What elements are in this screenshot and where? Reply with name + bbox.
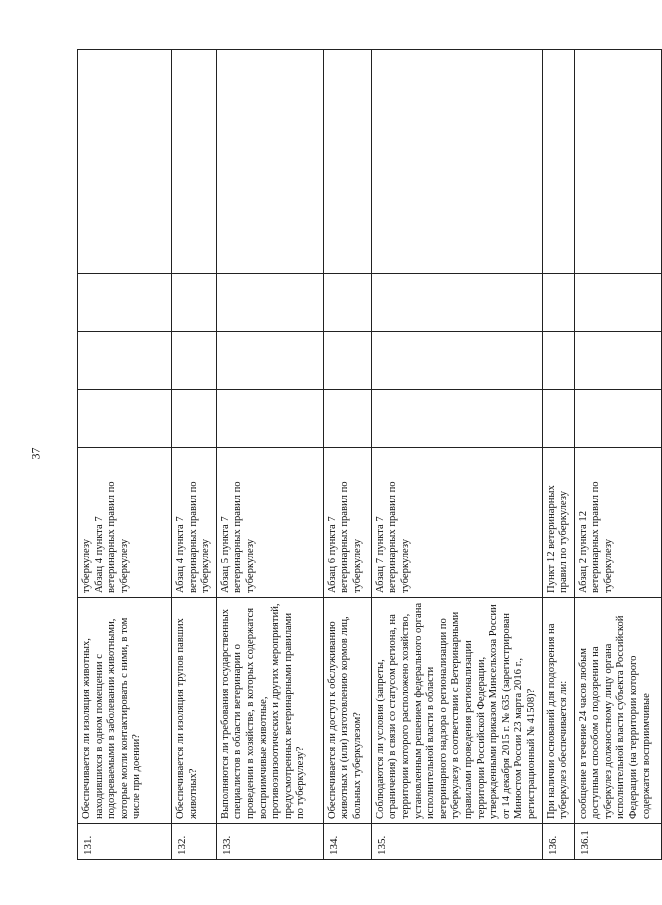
row-number: 131.	[78, 824, 172, 860]
question-cell: Обеспечивается ли доступ к обслуживанию животных и (или) изготовлению кормов лиц, больных туберкулезом?	[323, 598, 371, 824]
empty-cell	[78, 390, 172, 448]
rotated-table-container	[77, 50, 652, 860]
empty-cell	[216, 50, 323, 274]
empty-cell	[542, 332, 574, 390]
reference-cell: Абзац 4 пункта 7 ветеринарных правил по туберкулезу	[172, 448, 217, 598]
empty-cell	[371, 332, 542, 390]
empty-cell	[542, 390, 574, 448]
empty-cell	[216, 390, 323, 448]
empty-cell	[371, 50, 542, 274]
empty-cell	[542, 50, 574, 274]
empty-cell	[371, 274, 542, 332]
reference-cell: Абзац 2 пункта 12 ветеринарных правил по туберкулезу	[574, 448, 661, 598]
empty-cell	[172, 274, 217, 332]
question-cell: Обеспечивается ли изоляция животных, находившихся в одном помещении с подозреваемыми в заболевании животными, которые могли контактировать с ними, в том числе при доении?	[78, 598, 172, 824]
empty-cell	[574, 274, 661, 332]
row-number: 135.	[371, 824, 542, 860]
table-row	[323, 50, 371, 860]
reference-continuation: туберкулезу	[81, 538, 92, 593]
table-row	[172, 50, 217, 860]
empty-cell	[172, 390, 217, 448]
question-cell: Соблюдаются ли условия (запреты, ограничения) в связи со статусом региона, на территории которого расположено хозяйство, установленным решением федерального органа исполнительной власти в области ветеринарного надзора о регионализации по туберкулезу в соответствии с Ветеринарными правилами проведения регионализации территории Российской Федерации, утвержденными приказом Минсельхоза России от 14 декабря 2015 г. № 635 (зарегистрирован Минюстом России 23 марта 2016 г., регистрационный № 41508)?	[371, 598, 542, 824]
empty-cell	[323, 274, 371, 332]
row-number: 133.	[216, 824, 323, 860]
question-cell: Обеспечивается ли изоляция трупов павших животных?	[172, 598, 217, 824]
empty-cell	[323, 390, 371, 448]
empty-cell	[323, 332, 371, 390]
empty-cell	[574, 390, 661, 448]
empty-cell	[78, 332, 172, 390]
page-number: 37	[28, 447, 43, 460]
empty-cell	[78, 274, 172, 332]
reference-cell: Абзац 7 пункта 7 ветеринарных правил по туберкулезу	[371, 448, 542, 598]
table-row	[78, 50, 172, 860]
table-row	[216, 50, 323, 860]
reference-cell: Абзац 5 пункта 7 ветеринарных правил по туберкулезу	[216, 448, 323, 598]
question-cell: Выполняются ли требования государственных специалистов в области ветеринарии о проведении в хозяйстве, в которых содержатся восприимчивые животные, противоэпизоотических и других мероприятий, предусмотренных ветеринарными правилами по туберкулезу?	[216, 598, 323, 824]
question-cell: сообщение в течение 24 часов любым доступным способом о подозрении на туберкулез должностному лицу органа исполнительной власти субъекта Российской Федерации (на территории которого содержатся восприимчивые	[574, 598, 661, 824]
row-number: 132.	[172, 824, 217, 860]
row-number: 134.	[323, 824, 371, 860]
empty-cell	[323, 50, 371, 274]
empty-cell	[172, 50, 217, 274]
empty-cell	[216, 332, 323, 390]
reference-cell: Пункт 12 ветеринарных правил по туберкулезу	[542, 448, 574, 598]
empty-cell	[216, 274, 323, 332]
question-cell: При наличии оснований для подозрения на туберкулез обеспечивается ли:	[542, 598, 574, 824]
empty-cell	[542, 274, 574, 332]
requirements-table	[77, 49, 662, 860]
empty-cell	[371, 390, 542, 448]
table-row	[542, 50, 574, 860]
table-row	[371, 50, 542, 860]
reference-cell	[78, 448, 172, 598]
reference-text: Абзац 4 пункта 7 ветеринарных правил по туберкулезу	[93, 481, 130, 593]
empty-cell	[78, 50, 172, 274]
empty-cell	[574, 50, 661, 274]
empty-cell	[172, 332, 217, 390]
table-row	[574, 50, 661, 860]
row-number: 136.1	[574, 824, 661, 860]
empty-cell	[574, 332, 661, 390]
reference-cell: Абзац 6 пункта 7 ветеринарных правил по туберкулезу	[323, 448, 371, 598]
row-number: 136.	[542, 824, 574, 860]
